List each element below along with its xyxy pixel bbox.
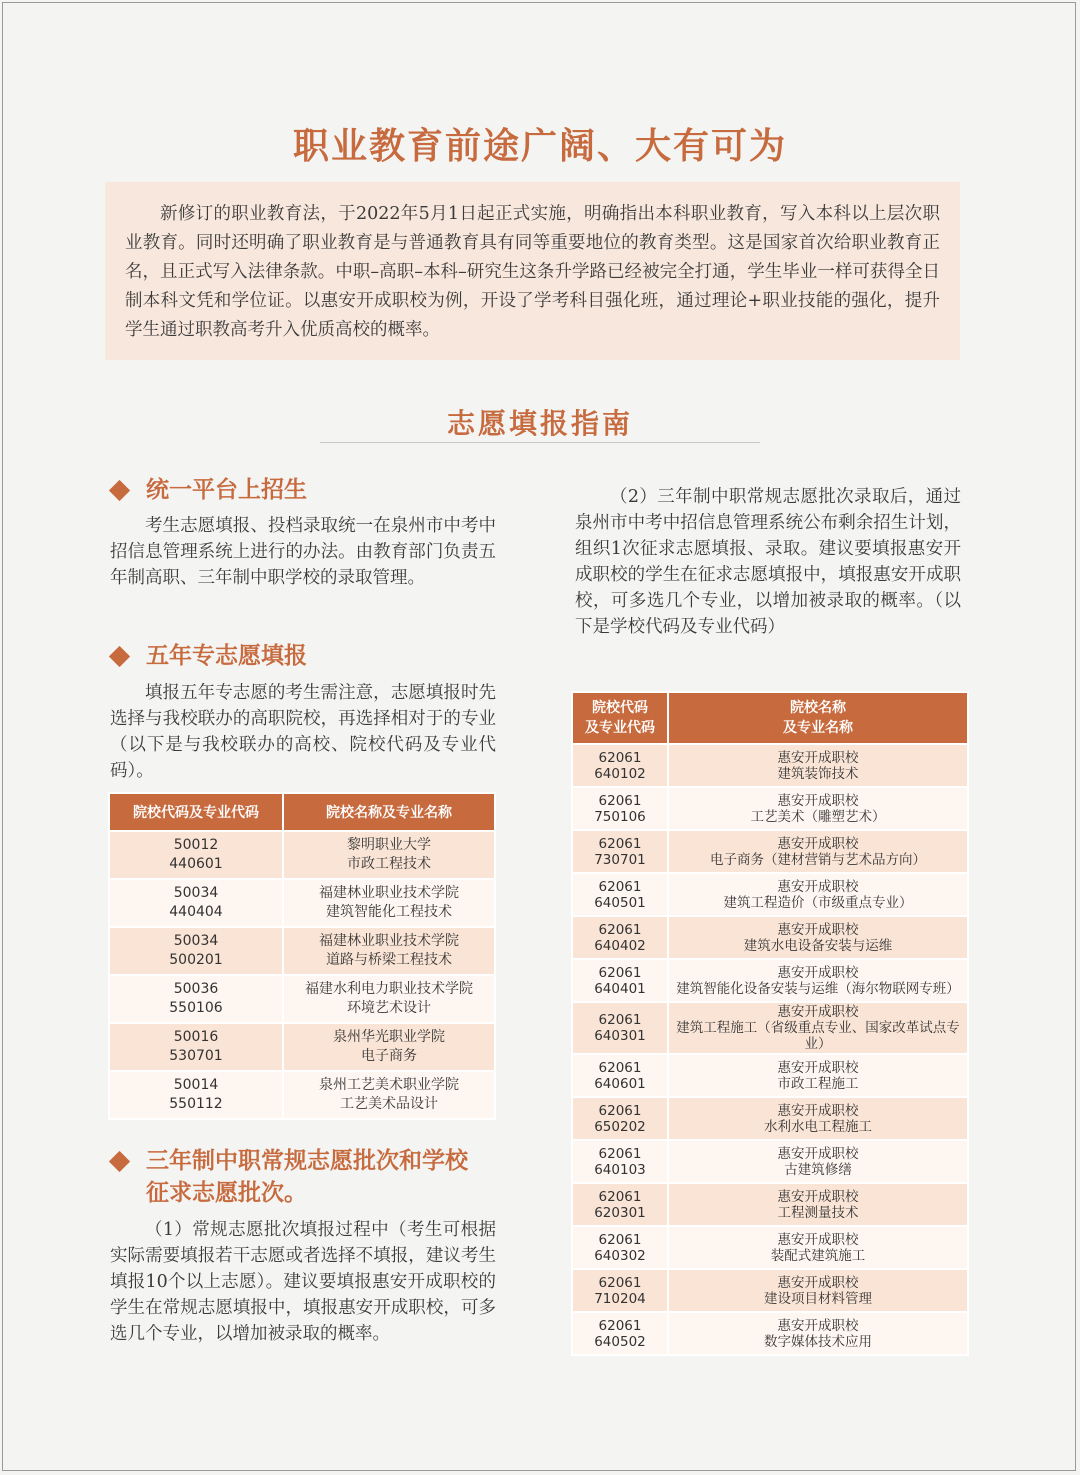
- school-name: 惠安开成职校: [777, 792, 859, 809]
- major-name: 建筑工程施工（省级重点专业、国家改革试点专业）: [676, 1020, 960, 1052]
- table-row: [572, 1054, 968, 1097]
- school-code: 62061: [598, 792, 642, 809]
- heading-unified-platform: 统一平台上招生: [108, 474, 508, 506]
- school-name: 惠安开成职校: [777, 1231, 859, 1248]
- school-code: 62061: [598, 1317, 642, 1334]
- major-name: 装配式建筑施工: [770, 1247, 866, 1264]
- major-name: 建筑装饰技术: [777, 765, 859, 782]
- intro-box: [105, 182, 960, 360]
- major-name: 工艺美术（雕塑艺术）: [750, 808, 886, 825]
- major-code: 530701: [169, 1048, 223, 1064]
- major-code: 710204: [594, 1290, 646, 1307]
- major-code: 640302: [594, 1247, 646, 1264]
- name-cell: [283, 1023, 495, 1071]
- major-name: 建筑水电设备安装与运维: [743, 937, 893, 954]
- major-name: 建设项目材料管理: [764, 1290, 872, 1307]
- name-cell: [668, 1097, 968, 1140]
- table-row: [572, 787, 968, 830]
- major-code: 730701: [594, 851, 646, 868]
- name-cell: [668, 959, 968, 1002]
- major-code: 550106: [169, 1000, 223, 1016]
- section-divider: [320, 442, 760, 443]
- major-code: 440601: [169, 856, 223, 872]
- school-code: 62061: [598, 1102, 642, 1119]
- heading-three-year: 三年制中职常规志愿批次和学校 征求志愿批次。: [108, 1145, 528, 1209]
- code-cell: [572, 959, 668, 1002]
- school-code: 50012: [173, 837, 219, 853]
- major-name: 市政工程技术: [347, 856, 431, 872]
- major-name: 数字媒体技术应用: [764, 1333, 872, 1350]
- table-row: [109, 975, 495, 1023]
- school-name: 惠安开成职校: [777, 1102, 859, 1119]
- table-row: [572, 1183, 968, 1226]
- major-code: 620301: [594, 1204, 646, 1221]
- school-name: 惠安开成职校: [777, 1145, 859, 1162]
- code-cell: [572, 830, 668, 873]
- major-name: 水利水电工程施工: [764, 1118, 872, 1135]
- code-cell: [572, 916, 668, 959]
- school-code: 62061: [598, 749, 642, 766]
- name-cell: [668, 1312, 968, 1355]
- school-code: 50034: [173, 933, 219, 949]
- table-row: [572, 1269, 968, 1312]
- school-code: 62061: [598, 878, 642, 895]
- name-cell: [668, 1002, 968, 1054]
- heading-five-year: 五年专志愿填报: [108, 640, 508, 672]
- major-code: 500201: [169, 952, 223, 968]
- major-name: 电子商务: [361, 1048, 417, 1064]
- school-code-table: [571, 691, 969, 1356]
- table-row: [109, 1071, 495, 1119]
- school-name: 惠安开成职校: [777, 878, 859, 895]
- name-cell: [668, 1269, 968, 1312]
- paragraph-unified-platform: 考生志愿填报、投档录取统一在泉州市中考中招信息管理系统上进行的办法。由教育部门负责五年制高职、三年制中职学校的录取管理。: [110, 516, 496, 588]
- paragraph-five-year: 填报五年专志愿的考生需注意，志愿填报时先选择与我校联办的高职院校，再选择相对于的专业（以下是与我校联办的高校、院校代码及专业代码）。: [110, 683, 496, 781]
- school-code: 50034: [173, 885, 219, 901]
- section-title: 志愿填报指南: [446, 407, 633, 440]
- school-code: 62061: [598, 921, 642, 938]
- major-name: 建筑智能化工程技术: [326, 904, 452, 920]
- paragraph-solicit-round: （2）三年制中职常规志愿批次录取后，通过泉州市中考中招信息管理系统公布剩余招生计划，组织1次征求志愿填报、录取。建议要填报惠安开成职校的学生在征求志愿填报中，填报惠安开成职校，可多选几个专业，以增加被录取的概率。（以下是学校代码及专业代码）: [575, 487, 961, 637]
- school-name: 福建水利电力职业技术学院: [305, 981, 473, 997]
- major-name: 建筑工程造价（市级重点专业）: [723, 894, 913, 911]
- school-code: 62061: [598, 964, 642, 981]
- major-code: 640301: [594, 1028, 646, 1044]
- code-cell: [572, 1226, 668, 1269]
- school-code: 62061: [598, 1145, 642, 1162]
- school-name: 惠安开成职校: [777, 1188, 859, 1205]
- major-name: 工程测量技术: [777, 1204, 859, 1221]
- table-row: [109, 879, 495, 927]
- school-name: 惠安开成职校: [777, 1274, 859, 1291]
- table-header: 院校代码及专业代码: [109, 793, 283, 831]
- name-cell: [668, 787, 968, 830]
- school-code: 62061: [598, 1188, 642, 1205]
- school-name: 惠安开成职校: [777, 1317, 859, 1334]
- name-cell: [283, 975, 495, 1023]
- code-cell: [572, 1312, 668, 1355]
- five-year-table: [108, 792, 496, 1120]
- code-cell: [572, 1097, 668, 1140]
- code-cell: [572, 1269, 668, 1312]
- table-row: [109, 831, 495, 879]
- table-row: [572, 1226, 968, 1269]
- code-cell: [109, 975, 283, 1023]
- code-cell: [572, 1183, 668, 1226]
- code-cell: [572, 787, 668, 830]
- school-code: 50036: [173, 981, 219, 997]
- name-cell: [283, 927, 495, 975]
- name-cell: [283, 831, 495, 879]
- major-name: 市政工程施工: [777, 1075, 859, 1092]
- major-name: 环境艺术设计: [347, 1000, 431, 1016]
- name-cell: [668, 1054, 968, 1097]
- code-cell: [572, 1054, 668, 1097]
- table-header: 院校名称及专业名称: [283, 793, 495, 831]
- name-cell: [668, 873, 968, 916]
- school-code: 62061: [598, 1059, 642, 1076]
- major-name: 电子商务（建材营销与艺术品方向）: [710, 851, 926, 868]
- name-cell: [668, 1183, 968, 1226]
- table-row: [572, 830, 968, 873]
- code-cell: [572, 873, 668, 916]
- code-cell: [572, 1140, 668, 1183]
- table-row: [572, 1140, 968, 1183]
- major-code: 640502: [594, 1333, 646, 1350]
- school-name: 惠安开成职校: [777, 835, 859, 852]
- code-cell: [109, 831, 283, 879]
- school-code: 50014: [173, 1077, 219, 1093]
- table-row: [572, 744, 968, 787]
- table-header: 院校代码 及专业代码: [572, 692, 668, 744]
- school-name: 惠安开成职校: [777, 964, 859, 981]
- major-code: 650202: [594, 1118, 646, 1135]
- code-cell: [109, 1071, 283, 1119]
- school-name: 泉州华光职业学院: [333, 1029, 445, 1045]
- major-code: 640102: [594, 765, 646, 782]
- table-row: [572, 916, 968, 959]
- major-code: 640601: [594, 1075, 646, 1092]
- school-name: 惠安开成职校: [777, 749, 859, 766]
- table-row: [109, 1023, 495, 1071]
- school-name: 惠安开成职校: [777, 1059, 859, 1076]
- paragraph-three-year: （1）常规志愿批次填报过程中（考生可根据实际需要填报若干志愿或者选择不填报，建议考生填报10个以上志愿）。建议要填报惠安开成职校的学生在常规志愿填报中，填报惠安开成职校，可多选几个专业，以增加被录取的概率。: [110, 1220, 496, 1344]
- school-code: 62061: [598, 1274, 642, 1291]
- name-cell: [668, 744, 968, 787]
- name-cell: [283, 1071, 495, 1119]
- table-header: 院校名称 及专业名称: [668, 692, 968, 744]
- major-code: 440404: [169, 904, 223, 920]
- table-row: [109, 927, 495, 975]
- table-row: [572, 959, 968, 1002]
- table-row: [572, 873, 968, 916]
- code-cell: [572, 1002, 668, 1054]
- major-code: 640501: [594, 894, 646, 911]
- table-row: [572, 1002, 968, 1054]
- major-name: 建筑智能化设备安装与运维（海尔物联网专班）: [676, 980, 960, 997]
- code-cell: [109, 1023, 283, 1071]
- name-cell: [668, 830, 968, 873]
- table-row: [572, 1312, 968, 1355]
- major-name: 工艺美术品设计: [340, 1096, 438, 1112]
- name-cell: [668, 916, 968, 959]
- school-code: 62061: [598, 1231, 642, 1248]
- major-name: 古建筑修缮: [784, 1161, 852, 1178]
- school-code: 50016: [173, 1029, 219, 1045]
- major-code: 550112: [169, 1096, 223, 1112]
- name-cell: [668, 1140, 968, 1183]
- major-code: 640401: [594, 980, 646, 997]
- school-name: 泉州工艺美术职业学院: [319, 1077, 459, 1093]
- major-code: 750106: [594, 808, 646, 825]
- major-name: 道路与桥梁工程技术: [326, 952, 452, 968]
- main-title: 职业教育前途广阔、大有可为: [292, 126, 787, 167]
- name-cell: [668, 1226, 968, 1269]
- school-name: 福建林业职业技术学院: [319, 885, 459, 901]
- code-cell: [109, 879, 283, 927]
- school-name: 福建林业职业技术学院: [319, 933, 459, 949]
- code-cell: [572, 744, 668, 787]
- table-row: [572, 1097, 968, 1140]
- name-cell: [283, 879, 495, 927]
- school-name: 黎明职业大学: [347, 837, 431, 853]
- school-name: 惠安开成职校: [777, 921, 859, 938]
- major-code: 640103: [594, 1161, 646, 1178]
- school-code: 62061: [598, 1012, 642, 1028]
- code-cell: [109, 927, 283, 975]
- school-name: 惠安开成职校: [777, 1004, 859, 1020]
- intro-text: 新修订的职业教育法，于2022年5月1日起正式实施，明确指出本科职业教育，写入本科以上层次职业教育。同时还明确了职业教育是与普通教育具有同等重要地位的教育类型。这是国家首次给职业教育正名，且正式写入法律条款。中职–高职–本科–研究生这条升学路已经被完全打通，学生毕业一样可获得全日制本科文凭和学位证。以惠安开成职校为例，开设了学考科目强化班，通过理论+职业技能的强化，提升学生通过职教高考升入优质高校的概率。: [125, 204, 940, 340]
- school-code: 62061: [598, 835, 642, 852]
- major-code: 640402: [594, 937, 646, 954]
